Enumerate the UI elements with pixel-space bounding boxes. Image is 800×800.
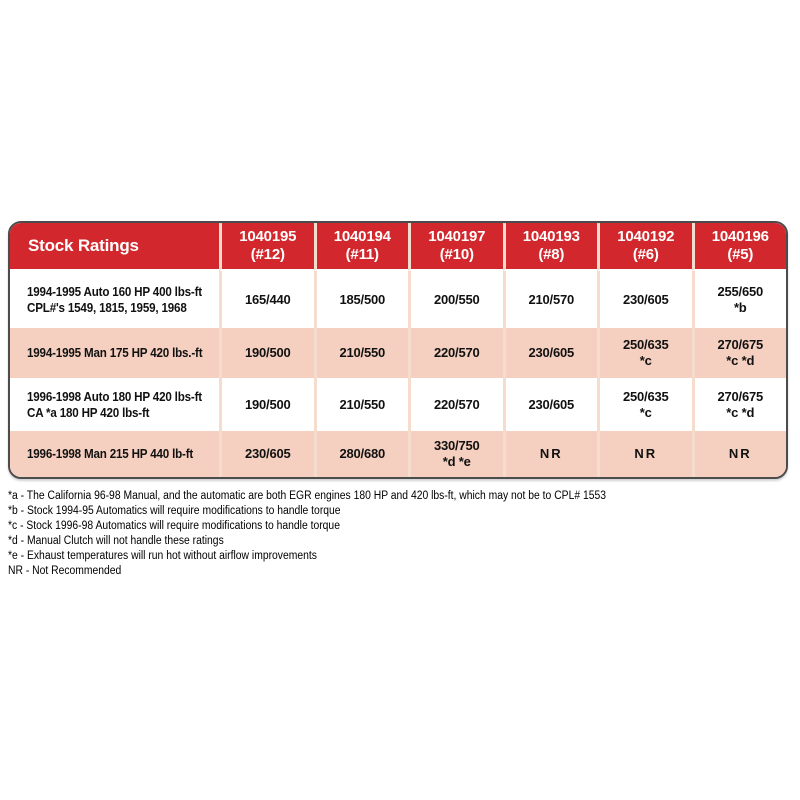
footnote: *d - Manual Clutch will not handle these ratings — [8, 535, 224, 547]
value-cell — [408, 271, 503, 328]
cell-line: 270/675 — [717, 337, 764, 352]
stock-ratings-table — [8, 221, 788, 479]
cell-line: 1040193 — [522, 228, 580, 245]
value-cell — [692, 431, 787, 477]
value-cell — [597, 328, 692, 378]
value-cell — [314, 378, 409, 431]
value-cell — [597, 431, 692, 477]
row-label-text — [27, 389, 202, 421]
column-header-cell — [408, 223, 503, 271]
value-cell — [503, 378, 598, 431]
column-header-cell — [692, 223, 787, 271]
value-cell — [314, 328, 409, 378]
row-label-text — [27, 446, 193, 462]
cell-line: (#5) — [727, 246, 754, 263]
cell-line: 270/675 — [717, 388, 764, 404]
value-cell — [503, 328, 598, 378]
value-cell — [219, 431, 314, 477]
cell-line: 250/635 — [622, 388, 669, 404]
footnote: *c - Stock 1996-98 Automatics will require modifications to handle torque — [8, 520, 340, 532]
cell-line: (#10) — [439, 246, 474, 263]
cell-line: 1996-1998 Man 215 HP 440 lb-ft — [27, 447, 194, 461]
cell-line: 230/605 — [528, 396, 575, 412]
value-cell — [314, 271, 409, 328]
cell-line: 190/500 — [244, 345, 291, 360]
row-label-cell — [10, 271, 219, 328]
cell-line: 255/650 — [717, 283, 764, 299]
cell-line: 1040195 — [239, 228, 297, 245]
cell-line: *d *e — [442, 454, 471, 469]
cell-line: 1040197 — [428, 228, 486, 245]
cell-line: 1040196 — [711, 228, 769, 245]
cell-line: *c *d — [726, 404, 755, 420]
cell-line: *c *d — [726, 353, 755, 368]
value-cell — [219, 378, 314, 431]
cell-line: 200/550 — [433, 291, 480, 307]
footnote: *e - Exhaust temperatures will run hot without airflow improvements — [8, 550, 317, 562]
row-label-cell — [10, 378, 219, 431]
value-cell — [219, 328, 314, 378]
value-cell — [692, 328, 787, 378]
row-label-cell — [10, 328, 219, 378]
cell-line: 210/570 — [528, 291, 575, 307]
cell-line: 1994-1995 Auto 160 HP 400 lbs-ft — [27, 284, 202, 299]
value-cell — [314, 431, 409, 477]
cell-line: *b — [733, 299, 747, 315]
cell-line: 230/605 — [622, 291, 669, 307]
value-cell — [408, 378, 503, 431]
cell-line: (#12) — [250, 246, 285, 263]
cell-line: 1994-1995 Man 175 HP 420 lbs.-ft — [27, 346, 203, 360]
cell-line: NR — [634, 446, 658, 461]
cell-line: 230/605 — [528, 345, 575, 360]
cell-line: Stock Ratings — [28, 236, 139, 255]
cell-line: *c — [639, 353, 652, 368]
cell-line: (#11) — [345, 246, 379, 263]
cell-line: 1040194 — [333, 228, 391, 245]
cell-line: 330/750 — [433, 438, 480, 453]
value-cell — [692, 378, 787, 431]
row-label-text — [27, 284, 202, 316]
row-label-cell — [10, 431, 219, 477]
cell-line: 210/550 — [339, 396, 386, 412]
cell-line: NR — [728, 446, 752, 461]
value-cell — [408, 328, 503, 378]
footnotes — [8, 489, 606, 579]
footnote: *b - Stock 1994-95 Automatics will require modifications to handle torque — [8, 505, 341, 517]
value-cell — [503, 431, 598, 477]
footnote: NR - Not Recommended — [8, 565, 122, 577]
cell-line: (#6) — [632, 246, 659, 263]
value-cell — [503, 271, 598, 328]
value-cell — [692, 271, 787, 328]
cell-line: NR — [539, 446, 563, 461]
value-cell — [597, 378, 692, 431]
cell-line: 185/500 — [339, 291, 386, 307]
value-cell — [219, 271, 314, 328]
cell-line: 1996-1998 Auto 180 HP 420 lbs-ft — [27, 389, 202, 404]
cell-line: 165/440 — [244, 291, 291, 307]
cell-line: 190/500 — [244, 396, 291, 412]
cell-line: (#8) — [538, 246, 565, 263]
footnote: *a - The California 96-98 Manual, and the automatic are both EGR engines 180 HP and 420 lbs-ft, which may not be to CPL# 1553 — [8, 490, 606, 502]
cell-line: *c — [639, 404, 652, 420]
column-header-cell — [597, 223, 692, 271]
value-cell — [408, 431, 503, 477]
cell-line: 280/680 — [339, 446, 386, 461]
row-label-text — [27, 345, 202, 361]
cell-line: 250/635 — [622, 337, 669, 352]
column-header-cell — [503, 223, 598, 271]
cell-line: 210/550 — [339, 345, 386, 360]
cell-line: 220/570 — [433, 345, 480, 360]
column-header-cell — [219, 223, 314, 271]
cell-line: CPL#'s 1549, 1815, 1959, 1968 — [27, 300, 187, 315]
column-header-cell — [314, 223, 409, 271]
cell-line: 220/570 — [433, 396, 480, 412]
cell-line: 230/605 — [244, 446, 291, 461]
stock-ratings-header-cell — [10, 223, 219, 271]
cell-line: 1040192 — [617, 228, 675, 245]
value-cell — [597, 271, 692, 328]
cell-line: CA *a 180 HP 420 lbs-ft — [27, 405, 150, 420]
stock-ratings-grid — [10, 223, 786, 477]
